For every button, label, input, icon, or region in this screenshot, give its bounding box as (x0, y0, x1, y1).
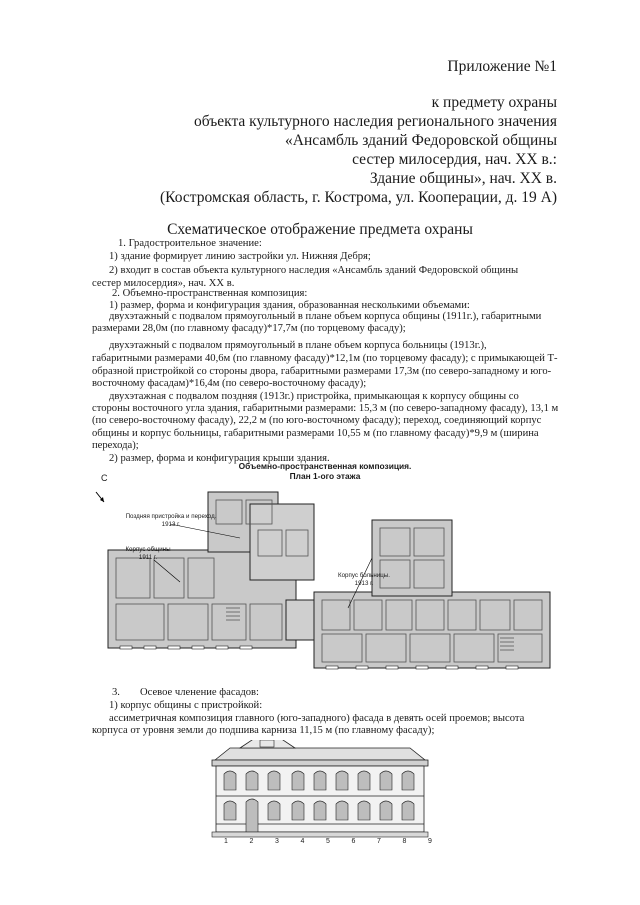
plan-title-line-2: План 1-ого этажа (289, 471, 361, 481)
hospital-building-plan (314, 520, 550, 668)
paragraph-extension-d: общины и корпус больницы, габаритными размерами 10,55 м (по главному фасаду)*9,9 м (ширина (92, 428, 539, 439)
axis-number: 6 (351, 838, 356, 845)
facade-axis-numbers (224, 838, 432, 845)
section-1-item-1: 1) здание формирует линию застройки ул. Нижняя Дебря; (109, 251, 371, 262)
axis-number: 7 (377, 838, 381, 845)
plan-title-line-1: Объемно-пространственная композиция. (238, 461, 412, 471)
section-2-item-1: 1) размер, форма и конфигурация здания, образованная несколькими объемами: (109, 300, 470, 311)
paragraph-extension-b: стороны восточного угла здания, габаритными размерами: 15,3 м (по северо-западному фасаду), 13,1 м (92, 403, 559, 414)
paragraph-hospital-b: габаритными размерами 40,6м (по главному фасаду)*12,1м (по торцевому фасаду); с примыкающей Т- (92, 353, 558, 364)
callout-community-line-1: Корпус общины (125, 546, 171, 553)
north-mark: С (101, 473, 108, 483)
facade-drawing (200, 740, 450, 840)
header-line-1: к предмету охраны (431, 94, 557, 111)
section-3-heading: Осевое членение фасадов: (140, 687, 259, 698)
header-line-2: объекта культурного наследия регионального значения (193, 113, 557, 130)
axis-number: 9 (428, 838, 432, 845)
section-2-heading: 2. Объемно-пространственная композиция: (112, 288, 308, 299)
header-line-5: Здание общины», нач. XX в. (369, 170, 557, 187)
document-title: Схематическое отображение предмета охраны (167, 221, 473, 238)
paragraph-extension-e: перехода); (92, 440, 139, 451)
paragraph-hospital-d: восточному фасадам)*16,4м (по северо-восточному фасаду); (92, 378, 367, 389)
header-line-3: «Ансамбль зданий Федоровской общины (285, 132, 557, 149)
callout-community-line-2: 1911 г. (138, 553, 158, 561)
axis-number: 2 (249, 838, 254, 845)
section-1-heading: 1. Градостроительное значение: (118, 238, 262, 249)
paragraph-extension-c: (по северо-восточному фасаду), 22,2 м (по юго-восточному фасаду); переход, соединяющий корпус (92, 415, 542, 426)
axis-number: 1 (224, 838, 228, 845)
callout-extension-line-2: 1913 г. (161, 520, 181, 528)
axis-number: 3 (275, 838, 279, 845)
paragraph-community-b: размерами 28,0м (по главному фасаду)*17,7м (по торцевому фасаду); (92, 323, 406, 334)
section-3-item-1: 1) корпус общины с пристройкой: (109, 700, 263, 711)
north-arrow-icon (96, 492, 104, 502)
axis-number: 8 (402, 838, 407, 845)
header-line-4: сестер милосердия, нач. XX в.: (352, 151, 557, 168)
section-1-item-2-a: 2) входит в состав объекта культурного наследия «Ансамбль зданий Федоровской общины (109, 265, 519, 276)
section-3-paragraph-b: корпуса от уровня земли до подшива карниза 11,15 м (по главному фасаду); (92, 725, 435, 736)
floor-plan-drawing (90, 474, 560, 684)
axis-number: 5 (326, 838, 330, 845)
appendix-title: Приложение №1 (447, 58, 557, 75)
paragraph-extension-a: двухэтажная с подвалом поздняя (1913г.) пристройка, примыкающая к корпусу общины со (109, 391, 519, 402)
callout-hospital-line-2: 1913 г. (354, 579, 374, 587)
paragraph-hospital-a: двухэтажный с подвалом прямоугольный в плане объем корпуса больницы (1913г.), (109, 340, 487, 351)
paragraph-community-a: двухэтажный с подвалом прямоугольный в плане объем корпуса общины (1911г.), габаритными (109, 311, 542, 322)
axis-number: 4 (300, 838, 305, 845)
header-line-6: (Костромская область, г. Кострома, ул. Кооперации, д. 19 А) (160, 189, 557, 206)
section-3-number: 3. (112, 687, 120, 698)
section-1-item-2-b: сестер милосердия», нач. XX в. (92, 278, 235, 289)
section-2-item-2: 2) размер, форма и конфигурация крыши здания. (109, 453, 330, 464)
section-3-paragraph-a: ассиметричная композиция главного (юго-западного) фасада в девять осей проемов; высота (109, 713, 525, 724)
callout-hospital-line-1: Корпус больницы. (338, 572, 390, 579)
paragraph-hospital-c: образной пристройкой со стороны двора, габаритными размерами 17,3м (по северо-западному и юго- (92, 366, 552, 377)
callout-extension-line-1: Поздняя пристройка и переход. (125, 513, 217, 520)
